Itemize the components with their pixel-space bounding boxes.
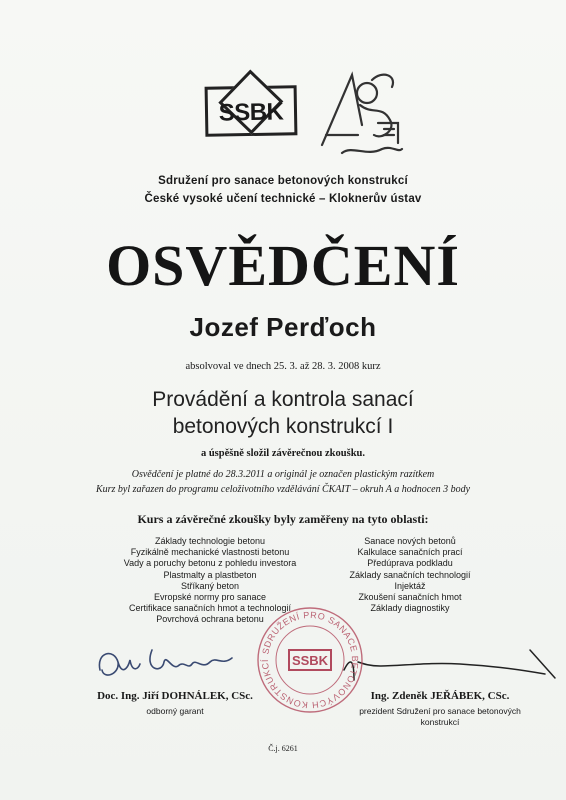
accreditation-note: Kurz byl zařazen do programu celoživotního vzdělávání ČKAIT – okruh A a hodnocen 3 body <box>95 484 471 495</box>
signatory2-name: Ing. Zdeněk JEŘÁBEK, CSc. <box>370 690 510 702</box>
signature-dohnalek <box>92 640 242 690</box>
list-item: Povrchová ochrana betonu <box>156 614 264 625</box>
reference-number: Č.j. 6261 <box>268 744 298 753</box>
ssbk-logo <box>205 85 298 137</box>
topics-list-right <box>320 536 500 614</box>
exam-passed-text: a úspěšně složil závěrečnou zkoušku. <box>200 448 366 459</box>
list-item: Injektáž <box>394 580 426 591</box>
organization-name: Sdružení pro sanace betonových konstrukcí <box>158 175 408 187</box>
attendance-dates: absolvoval ve dnech 25. 3. až 28. 3. 2008 kurz <box>185 361 381 372</box>
list-item: Evropské normy pro sanace <box>153 592 267 603</box>
list-item: Certifikace sanačních hmot a technologií <box>128 603 292 614</box>
signatory2-role <box>330 706 550 728</box>
course-title-line1: Provádění a kontrola sanací <box>152 388 414 411</box>
list-item: Zkoušení sanačních hmot <box>358 592 462 603</box>
signatory2-role-line2: konstrukcí <box>420 717 460 727</box>
signature-jerabek <box>340 640 560 695</box>
logo-text: SSBK <box>218 98 284 127</box>
signatory1-role: odborný garant <box>146 706 204 716</box>
list-item: Základy diagnostiky <box>370 603 450 614</box>
list-item: Fyzikálně mechanické vlastnosti betonu <box>130 547 290 558</box>
validity-note: Osvědčení je platné do 28.3.2011 a originál je označen plastickým razítkem <box>131 469 435 480</box>
certificate-title: OSVĚDČENÍ <box>106 233 460 298</box>
list-item: Vady a poruchy betonu z pohledu investora <box>123 558 297 569</box>
stamp-logo-text: SSBK <box>291 653 329 668</box>
signatory2-role-line1: prezident Sdružení pro sanace betonových <box>359 706 521 716</box>
list-item: Plastmalty a plastbeton <box>163 569 257 580</box>
recipient-name: Jozef Perďoch <box>189 312 377 342</box>
list-item: Základy sanačních technologií <box>349 569 471 580</box>
topics-heading: Kurs a závěrečné zkoušky byly zaměřeny na tyto oblasti: <box>137 512 429 526</box>
signatory1-name: Doc. Ing. Jiří DOHNÁLEK, CSc. <box>97 690 253 702</box>
stamp-ring-text: SDRUŽENÍ PRO SANACE BETONOVÝCH KONSTRUKCÍ <box>259 609 361 711</box>
list-item: Kalkulace sanačních prací <box>357 547 463 558</box>
list-item: Sanace nových betonů <box>364 536 456 546</box>
list-item: Stříkaný beton <box>180 580 240 591</box>
course-title-line2: betonových konstrukcí I <box>172 415 394 438</box>
klokner-crest-icon <box>312 65 404 160</box>
university-institute-name: České vysoké učení technické – Kloknerův ústav <box>144 193 422 205</box>
list-item: Základy technologie betonu <box>154 536 266 546</box>
list-item: Předúprava podkladu <box>367 558 453 569</box>
